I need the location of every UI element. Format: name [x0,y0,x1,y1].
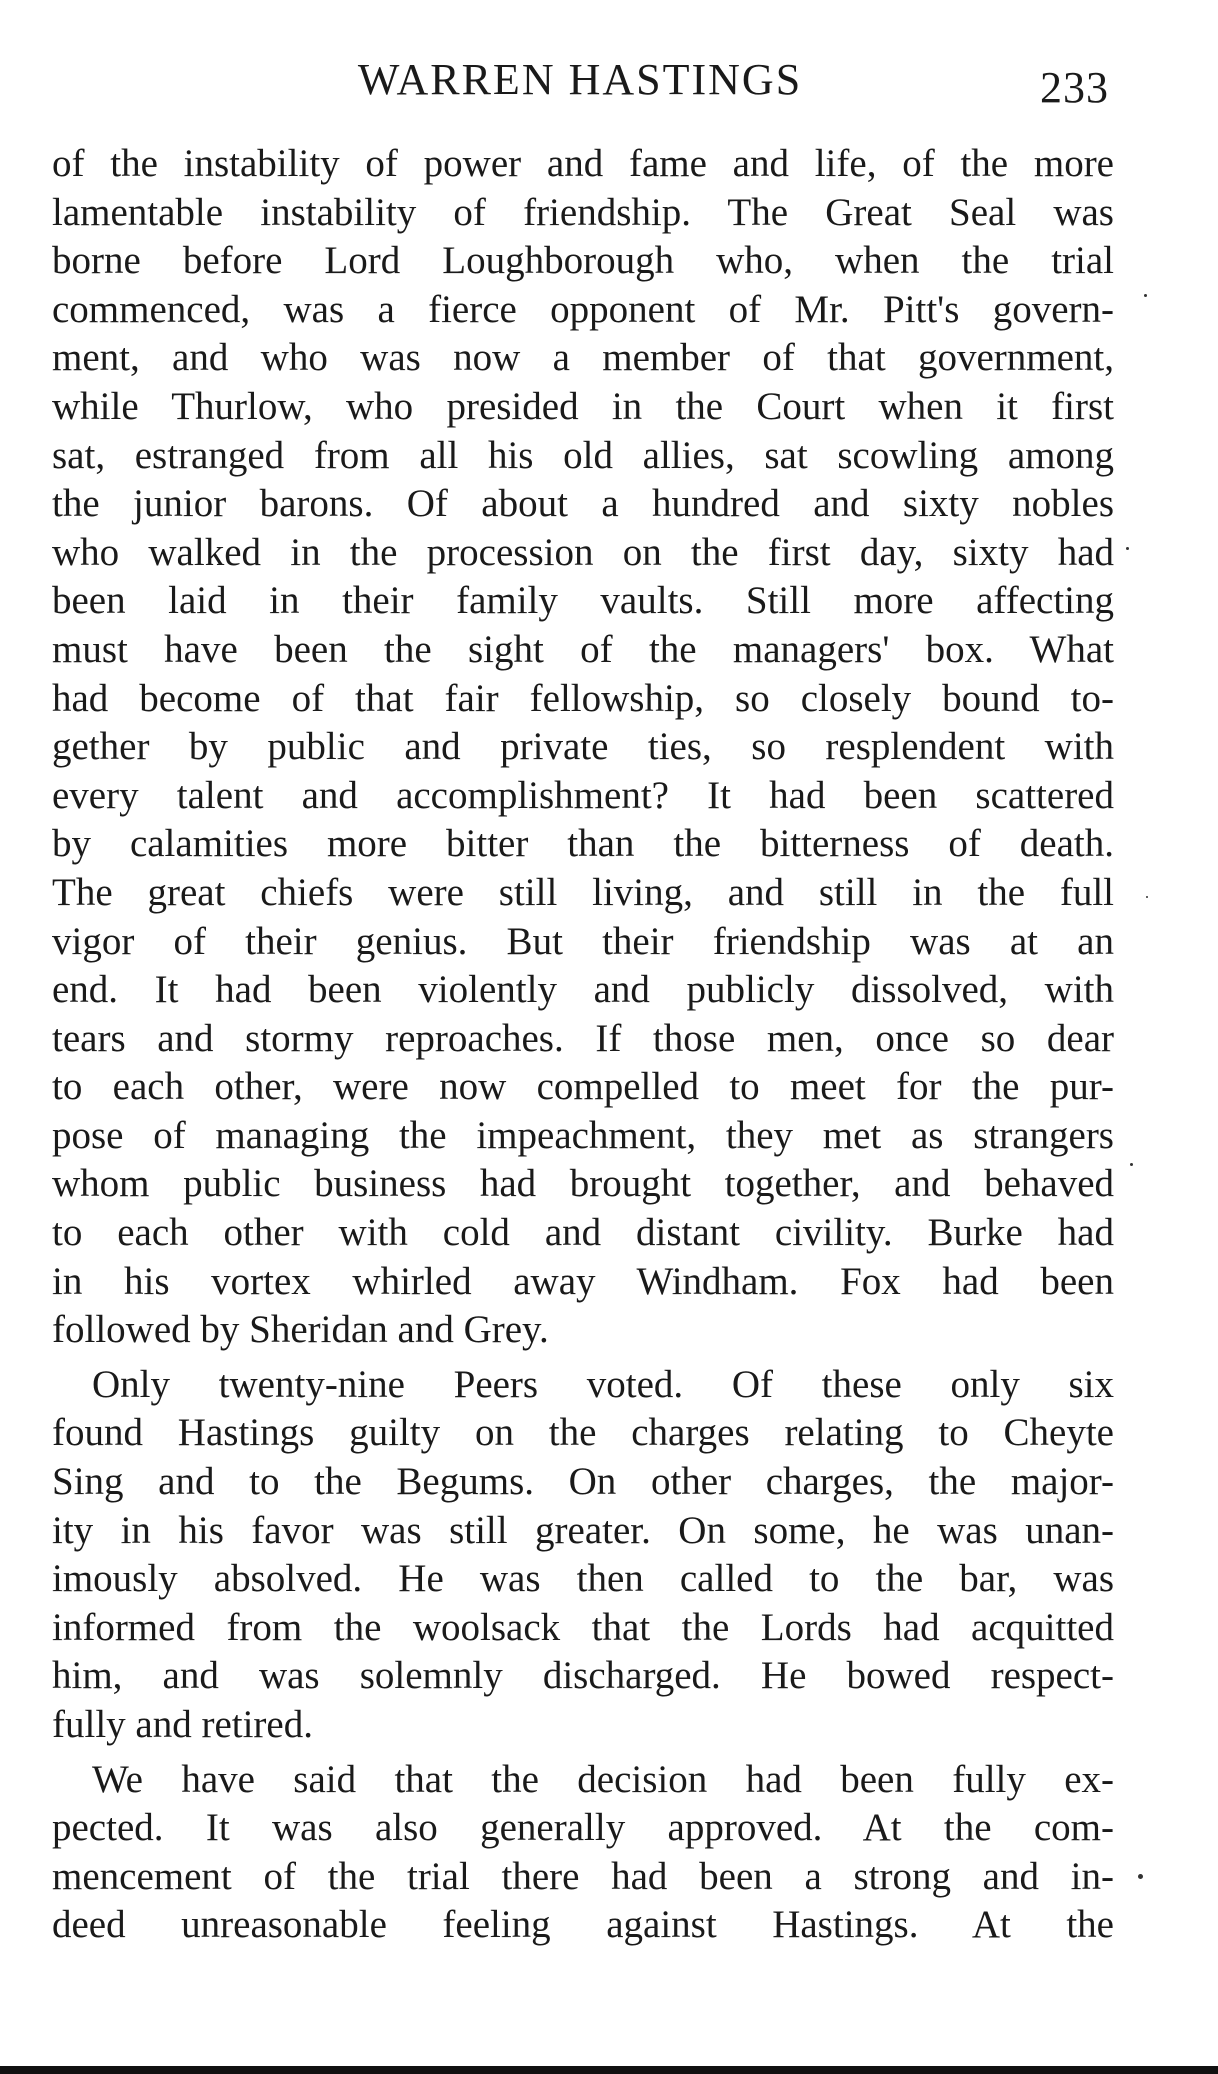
text-line: gether by public and private ties, so resplendent with [52,725,1114,769]
text-line: ity in his favor was still greater. On some, he was unan- [52,1508,1114,1552]
text-line: pected. It was also generally approved. At the com- [52,1806,1114,1850]
text-line: sat, estranged from all his old allies, sat scowling among [52,433,1114,477]
scan-speck [1138,1874,1143,1879]
text-line: ment, and who was now a member of that government, [52,336,1114,380]
text-line: mencement of the trial there had been a strong and in- [52,1854,1114,1898]
text-line: whom public business had brought together, and behaved [52,1162,1114,1206]
bottom-edge [0,2066,1218,2074]
text-line: followed by Sheridan and Grey. [52,1308,549,1352]
text-line: the junior barons. Of about a hundred and sixty nobles [52,482,1114,526]
running-title: WARREN HASTINGS [357,55,803,104]
text-line: in his vortex whirled away Windham. Fox had been [52,1259,1114,1303]
text-line: who walked in the procession on the first day, sixty had [52,530,1114,574]
text-line: fully and retired. [52,1703,313,1746]
text-line: imously absolved. He was then called to the bar, was [52,1557,1114,1601]
text-line: while Thurlow, who presided in the Court when it first [52,384,1114,428]
text-line: lamentable instability of friendship. The Great Seal was [52,190,1114,234]
scan-speck [1146,896,1148,898]
scan-speck [1144,294,1147,297]
text-line: Sing and to the Begums. On other charges, the major- [52,1460,1114,1504]
text-line: Only twenty-nine Peers voted. Of these only six [92,1362,1114,1406]
text-line: must have been the sight of the managers' box. What [52,627,1114,671]
text-line: commenced, was a fierce opponent of Mr. Pitt's govern- [52,287,1114,331]
paragraph [52,1361,1114,1750]
text-line: been laid in their family vaults. Still more affecting [52,579,1114,623]
text-line: by calamities more bitter than the bitterness of death. [52,822,1114,866]
text-line: vigor of their genius. But their friendship was at an [52,919,1114,963]
paragraph [52,1756,1114,1950]
text-line: found Hastings guilty on the charges relating to Cheyte [52,1411,1114,1455]
text-line: tears and stormy reproaches. If those men, once so dear [52,1016,1114,1060]
text-line: informed from the woolsack that the Lords had acquitted [52,1605,1114,1649]
body-text [52,140,1114,1950]
text-line: borne before Lord Loughborough who, when the trial [52,239,1114,283]
page-number: 233 [1040,63,1109,112]
text-line: We have said that the decision had been fully ex- [92,1757,1114,1801]
text-line: had become of that fair fellowship, so closely bound to- [52,676,1114,720]
scan-speck [1126,547,1129,550]
paragraph [52,140,1114,1355]
text-line: of the instability of power and fame and life, of the more [52,142,1114,185]
text-line: deed unreasonable feeling against Hastings. At the [52,1903,1114,1947]
text-line: to each other, were now compelled to meet for the pur- [52,1065,1114,1109]
scan-speck [1130,1163,1133,1166]
text-line: to each other with cold and distant civility. Burke had [52,1211,1114,1255]
text-line: pose of managing the impeachment, they met as strangers [52,1113,1114,1157]
text-line: every talent and accomplishment? It had been scattered [52,773,1114,817]
text-line: him, and was solemnly discharged. He bowed respect- [52,1654,1114,1698]
text-line: end. It had been violently and publicly dissolved, with [52,968,1114,1012]
text-line: The great chiefs were still living, and still in the full [52,870,1114,914]
